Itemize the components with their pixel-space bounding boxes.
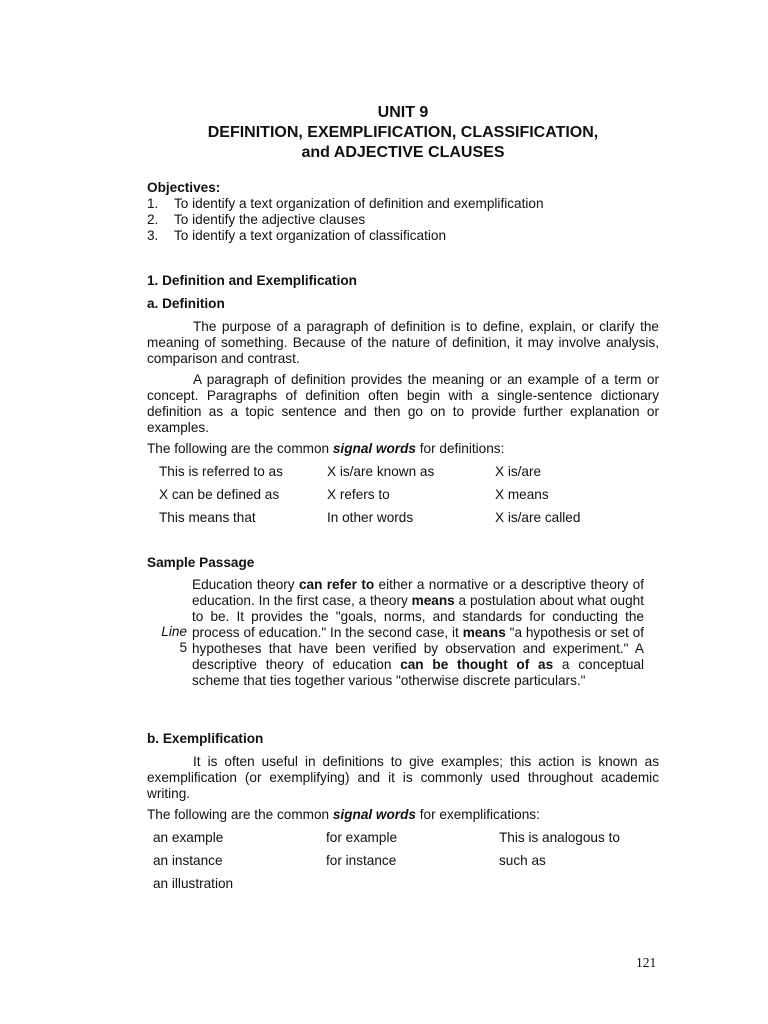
page-number: 121	[636, 955, 657, 970]
paragraph-text: The purpose of a paragraph of definition is to define, explain, or clarify the meaning of something. Because of the nature of definition, it may involve analysis, comparison and contrast.	[147, 319, 659, 366]
line-marker	[161, 624, 187, 640]
signal-word	[499, 876, 659, 892]
paragraph-text: It is often useful in definitions to give examples; this action is known as exemplification (or exemplifying) and it is commonly used throughout academic writing.	[147, 754, 659, 801]
definition-signal-words-table	[147, 464, 671, 526]
line-number: 5	[179, 640, 187, 655]
objective-text: To identify a text organization of definition and exemplification	[174, 196, 544, 211]
sample-passage-heading: Sample Passage	[147, 555, 255, 570]
passage-segment: a postulation about what ought to be. It provides the "goals, norms, and standards for conducting the process of education." In the second case, it	[192, 593, 644, 640]
objectives-heading: Objectives:	[147, 180, 221, 195]
signal-word: X is/are	[495, 464, 542, 479]
intro-text: The following are the common	[147, 807, 333, 822]
signal-word: This is analogous to	[499, 830, 620, 845]
objectives	[147, 180, 659, 244]
signal-word: This is referred to as	[159, 464, 283, 479]
signal-word: for example	[326, 830, 398, 845]
objective-number: 1.	[147, 196, 159, 211]
line-label: Line	[161, 624, 187, 639]
passage-signal-phrase: means	[462, 625, 506, 640]
signal-word: This means that	[159, 510, 256, 525]
objective-number: 2.	[147, 212, 159, 227]
signal-word: for instance	[326, 853, 397, 868]
intro-text: The following are the common	[147, 441, 333, 456]
section-heading: 1. Definition and Exemplification	[147, 273, 357, 288]
line-numbers	[147, 577, 192, 689]
objective-item	[147, 212, 659, 228]
objective-item	[147, 196, 659, 212]
passage-segment: a conceptual scheme that ties together various "otherwise discrete particulars."	[192, 657, 644, 688]
paragraph-text: A paragraph of definition provides the meaning or an example of a term or concept. Paragraphs of definition often begin with a single-sentence dictionary definition as a topic sentence and then go on to provide further explanation or examples.	[147, 372, 659, 435]
passage-signal-phrase: means	[411, 593, 455, 608]
signal-word: X is/are called	[495, 510, 581, 525]
passage-segment: either a normative or a descriptive theory of education. In the first case, a theory	[192, 577, 644, 608]
signal-word: X means	[495, 487, 549, 502]
signal-words-intro	[147, 441, 659, 457]
definition-paragraph-2	[147, 372, 659, 436]
signal-word: X can be defined as	[159, 487, 280, 502]
objective-item	[147, 228, 659, 244]
passage-segment: Education theory	[192, 577, 299, 592]
signal-word: In other words	[327, 510, 414, 525]
unit-number: UNIT 9	[377, 104, 429, 121]
unit-title	[147, 103, 659, 163]
sample-passage	[147, 577, 659, 689]
signal-word: X refers to	[327, 487, 390, 502]
objective-number: 3.	[147, 228, 159, 243]
signal-word: an example	[153, 830, 224, 845]
definition-paragraph-1	[147, 319, 659, 367]
intro-text: for exemplifications:	[415, 807, 540, 822]
exemplification-paragraph	[147, 754, 659, 802]
exemplification-signal-words-table	[147, 830, 665, 892]
unit-heading-line1: DEFINITION, EXEMPLIFICATION, CLASSIFICATION,	[207, 124, 599, 141]
unit-heading-line2: and ADJECTIVE CLAUSES	[301, 144, 505, 161]
objective-text: To identify the adjective clauses	[174, 212, 366, 227]
signal-word	[326, 876, 499, 892]
subsection-heading-definition: a. Definition	[147, 296, 225, 311]
signal-word: an illustration	[153, 876, 234, 891]
subsection-heading-exemplification: b. Exemplification	[147, 731, 264, 746]
passage-text	[192, 577, 644, 689]
passage-segment: "a hypothesis or set of hypotheses that have been verified by observation and experiment." A descriptive theory of education	[192, 625, 644, 672]
signal-word: such as	[499, 853, 546, 868]
intro-text: for definitions:	[415, 441, 505, 456]
objective-text: To identify a text organization of classification	[174, 228, 447, 243]
signal-word: an instance	[153, 853, 223, 868]
signal-words-emphasis: signal words	[332, 441, 416, 456]
signal-words-emphasis: signal words	[332, 807, 416, 822]
passage-signal-phrase: can be thought of as	[400, 657, 554, 672]
exemplification-signal-intro	[147, 807, 659, 823]
signal-word: X is/are known as	[327, 464, 435, 479]
line-marker	[179, 640, 187, 656]
passage-signal-phrase: can refer to	[298, 577, 375, 592]
